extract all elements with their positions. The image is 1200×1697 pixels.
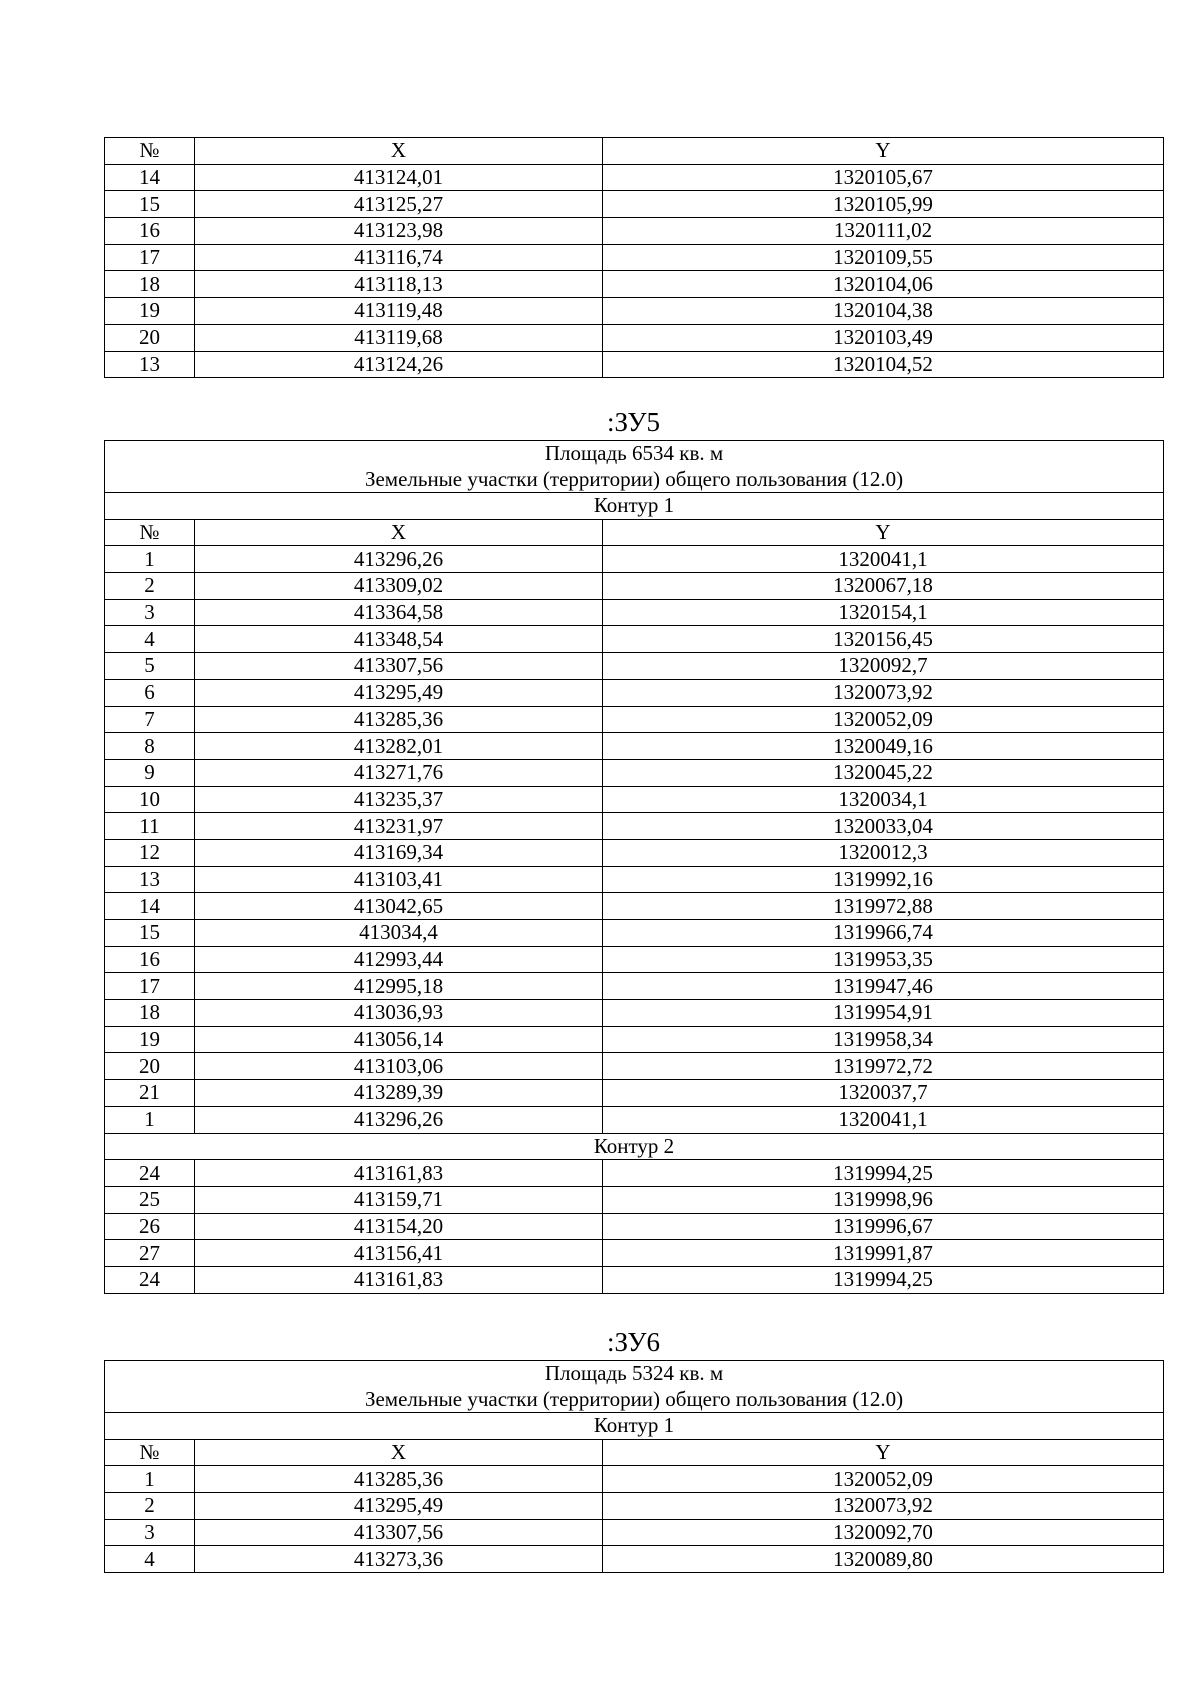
table-row (105, 351, 1164, 378)
y-coordinate-cell: 1320104,06 (603, 271, 1164, 298)
point-number-cell: 2 (105, 1493, 195, 1520)
x-coordinate-cell: 413124,26 (195, 351, 603, 378)
table-header-row (105, 1439, 1164, 1466)
zu5-contour2-label: Контур 2 (105, 1133, 1164, 1160)
table-row (105, 1266, 1164, 1293)
point-number-cell: 3 (105, 599, 195, 626)
header-num: № (105, 1439, 195, 1466)
table-row (105, 866, 1164, 893)
x-coordinate-cell: 413295,49 (195, 1493, 603, 1520)
point-number-cell: 24 (105, 1266, 195, 1293)
point-number-cell: 19 (105, 1026, 195, 1053)
y-coordinate-cell: 1320089,80 (603, 1546, 1164, 1573)
zu6-purpose: Земельные участки (территории) общего пользования (12.0) (364, 1386, 904, 1411)
y-coordinate-cell: 1320041,1 (603, 1106, 1164, 1133)
point-number-cell: 12 (105, 839, 195, 866)
x-coordinate-cell: 413161,83 (195, 1160, 603, 1187)
point-number-cell: 5 (105, 653, 195, 680)
table-row (105, 546, 1164, 573)
x-coordinate-cell: 413118,13 (195, 271, 603, 298)
table-row (105, 1000, 1164, 1027)
y-coordinate-cell: 1319966,74 (603, 920, 1164, 947)
x-coordinate-cell: 413034,4 (195, 920, 603, 947)
header-y: Y (603, 1439, 1164, 1466)
point-number-cell: 11 (105, 813, 195, 840)
table-row (105, 1053, 1164, 1080)
y-coordinate-cell: 1320037,7 (603, 1080, 1164, 1107)
x-coordinate-cell: 413271,76 (195, 759, 603, 786)
y-coordinate-cell: 1320073,92 (603, 1493, 1164, 1520)
zu5-info-row (105, 441, 1164, 493)
zu5-area: Площадь 6534 кв. м (544, 441, 724, 465)
y-coordinate-cell: 1320041,1 (603, 546, 1164, 573)
table-row (105, 1213, 1164, 1240)
point-number-cell: 17 (105, 973, 195, 1000)
x-coordinate-cell: 413348,54 (195, 626, 603, 653)
y-coordinate-cell: 1319954,91 (603, 1000, 1164, 1027)
table-row (105, 1240, 1164, 1267)
table-row (105, 218, 1164, 245)
table-row (105, 813, 1164, 840)
table-row (105, 1186, 1164, 1213)
table-row (105, 626, 1164, 653)
table-row (105, 920, 1164, 947)
table-row (105, 1466, 1164, 1493)
header-num: № (105, 138, 195, 165)
y-coordinate-cell: 1320012,3 (603, 839, 1164, 866)
x-coordinate-cell: 413307,56 (195, 1519, 603, 1546)
table-row (105, 1160, 1164, 1187)
y-coordinate-cell: 1320073,92 (603, 679, 1164, 706)
point-number-cell: 26 (105, 1213, 195, 1240)
x-coordinate-cell: 413119,48 (195, 298, 603, 325)
header-x: X (195, 138, 603, 165)
table-row (105, 599, 1164, 626)
y-coordinate-cell: 1320104,38 (603, 298, 1164, 325)
point-number-cell: 1 (105, 1466, 195, 1493)
x-coordinate-cell: 413364,58 (195, 599, 603, 626)
point-number-cell: 13 (105, 351, 195, 378)
y-coordinate-cell: 1320033,04 (603, 813, 1164, 840)
point-number-cell: 18 (105, 1000, 195, 1027)
point-number-cell: 20 (105, 1053, 195, 1080)
y-coordinate-cell: 1320092,7 (603, 653, 1164, 680)
x-coordinate-cell: 413159,71 (195, 1186, 603, 1213)
x-coordinate-cell: 413161,83 (195, 1266, 603, 1293)
table-row (105, 1519, 1164, 1546)
continuation-table-body (105, 138, 1164, 378)
zu6-coordinates-table (104, 1360, 1164, 1573)
x-coordinate-cell: 413296,26 (195, 1106, 603, 1133)
section-title-zu6: :ЗУ6 (607, 1327, 660, 1357)
x-coordinate-cell: 413296,26 (195, 546, 603, 573)
x-coordinate-cell: 413285,36 (195, 706, 603, 733)
x-coordinate-cell: 413036,93 (195, 1000, 603, 1027)
table-row (105, 1026, 1164, 1053)
zu6-table-body (105, 1361, 1164, 1573)
x-coordinate-cell: 413124,01 (195, 164, 603, 191)
table-row (105, 946, 1164, 973)
y-coordinate-cell: 1320111,02 (603, 218, 1164, 245)
table-row (105, 679, 1164, 706)
point-number-cell: 24 (105, 1160, 195, 1187)
point-number-cell: 8 (105, 733, 195, 760)
x-coordinate-cell: 413056,14 (195, 1026, 603, 1053)
x-coordinate-cell: 413231,97 (195, 813, 603, 840)
x-coordinate-cell: 413235,37 (195, 786, 603, 813)
y-coordinate-cell: 1319958,34 (603, 1026, 1164, 1053)
zu6-info-cell (105, 1361, 1164, 1413)
y-coordinate-cell: 1319998,96 (603, 1186, 1164, 1213)
section-title-zu5: :ЗУ5 (607, 407, 660, 437)
x-coordinate-cell: 413103,06 (195, 1053, 603, 1080)
table-row (105, 706, 1164, 733)
point-number-cell: 25 (105, 1186, 195, 1213)
table-row (105, 1546, 1164, 1573)
table-row (105, 573, 1164, 600)
y-coordinate-cell: 1319972,88 (603, 893, 1164, 920)
point-number-cell: 17 (105, 244, 195, 271)
y-coordinate-cell: 1319947,46 (603, 973, 1164, 1000)
point-number-cell: 27 (105, 1240, 195, 1267)
x-coordinate-cell: 413273,36 (195, 1546, 603, 1573)
y-coordinate-cell: 1319991,87 (603, 1240, 1164, 1267)
y-coordinate-cell: 1320104,52 (603, 351, 1164, 378)
zu5-table-body (105, 441, 1164, 1294)
y-coordinate-cell: 1320105,67 (603, 164, 1164, 191)
x-coordinate-cell: 413282,01 (195, 733, 603, 760)
y-coordinate-cell: 1320052,09 (603, 706, 1164, 733)
y-coordinate-cell: 1319972,72 (603, 1053, 1164, 1080)
y-coordinate-cell: 1320105,99 (603, 191, 1164, 218)
table-row (105, 298, 1164, 325)
continuation-coordinates-table (104, 137, 1164, 378)
y-coordinate-cell: 1319994,25 (603, 1266, 1164, 1293)
x-coordinate-cell: 413123,98 (195, 218, 603, 245)
point-number-cell: 18 (105, 271, 195, 298)
point-number-cell: 6 (105, 679, 195, 706)
y-coordinate-cell: 1320154,1 (603, 599, 1164, 626)
x-coordinate-cell: 412993,44 (195, 946, 603, 973)
header-y: Y (603, 138, 1164, 165)
table-row (105, 1080, 1164, 1107)
x-coordinate-cell: 413285,36 (195, 1466, 603, 1493)
point-number-cell: 4 (105, 1546, 195, 1573)
x-coordinate-cell: 413119,68 (195, 324, 603, 351)
zu5-contour2-row (105, 1133, 1164, 1160)
point-number-cell: 14 (105, 893, 195, 920)
header-x: X (195, 519, 603, 546)
table-row (105, 271, 1164, 298)
y-coordinate-cell: 1320034,1 (603, 786, 1164, 813)
x-coordinate-cell: 413154,20 (195, 1213, 603, 1240)
y-coordinate-cell: 1319992,16 (603, 866, 1164, 893)
header-num: № (105, 519, 195, 546)
table-row (105, 893, 1164, 920)
point-number-cell: 15 (105, 920, 195, 947)
table-row (105, 324, 1164, 351)
point-number-cell: 9 (105, 759, 195, 786)
point-number-cell: 10 (105, 786, 195, 813)
y-coordinate-cell: 1320092,70 (603, 1519, 1164, 1546)
x-coordinate-cell: 413125,27 (195, 191, 603, 218)
header-y: Y (603, 519, 1164, 546)
table-row (105, 973, 1164, 1000)
table-row (105, 759, 1164, 786)
point-number-cell: 16 (105, 218, 195, 245)
point-number-cell: 1 (105, 546, 195, 573)
table-header-row (105, 519, 1164, 546)
point-number-cell: 1 (105, 1106, 195, 1133)
y-coordinate-cell: 1320052,09 (603, 1466, 1164, 1493)
table-row (105, 1106, 1164, 1133)
zu5-contour1-row (105, 493, 1164, 520)
x-coordinate-cell: 413116,74 (195, 244, 603, 271)
y-coordinate-cell: 1320049,16 (603, 733, 1164, 760)
table-row (105, 244, 1164, 271)
y-coordinate-cell: 1320109,55 (603, 244, 1164, 271)
table-row (105, 786, 1164, 813)
point-number-cell: 13 (105, 866, 195, 893)
x-coordinate-cell: 413289,39 (195, 1080, 603, 1107)
point-number-cell: 7 (105, 706, 195, 733)
x-coordinate-cell: 413295,49 (195, 679, 603, 706)
table-row (105, 1493, 1164, 1520)
zu6-contour1-row (105, 1413, 1164, 1440)
table-header-row (105, 138, 1164, 165)
point-number-cell: 2 (105, 573, 195, 600)
y-coordinate-cell: 1320045,22 (603, 759, 1164, 786)
y-coordinate-cell: 1320103,49 (603, 324, 1164, 351)
x-coordinate-cell: 413307,56 (195, 653, 603, 680)
point-number-cell: 15 (105, 191, 195, 218)
table-row (105, 191, 1164, 218)
zu6-area: Площадь 5324 кв. м (544, 1361, 724, 1385)
zu5-contour1-label: Контур 1 (105, 493, 1164, 520)
point-number-cell: 4 (105, 626, 195, 653)
y-coordinate-cell: 1319996,67 (603, 1213, 1164, 1240)
x-coordinate-cell: 413169,34 (195, 839, 603, 866)
x-coordinate-cell: 413042,65 (195, 893, 603, 920)
x-coordinate-cell: 412995,18 (195, 973, 603, 1000)
zu6-contour1-label: Контур 1 (105, 1413, 1164, 1440)
y-coordinate-cell: 1320067,18 (603, 573, 1164, 600)
point-number-cell: 3 (105, 1519, 195, 1546)
table-row (105, 733, 1164, 760)
point-number-cell: 14 (105, 164, 195, 191)
header-x: X (195, 1439, 603, 1466)
zu5-info-cell (105, 441, 1164, 493)
x-coordinate-cell: 413156,41 (195, 1240, 603, 1267)
zu5-coordinates-table (104, 440, 1164, 1294)
table-row (105, 164, 1164, 191)
point-number-cell: 20 (105, 324, 195, 351)
y-coordinate-cell: 1320156,45 (603, 626, 1164, 653)
point-number-cell: 19 (105, 298, 195, 325)
zu5-purpose: Земельные участки (территории) общего пользования (12.0) (364, 466, 904, 491)
table-row (105, 839, 1164, 866)
point-number-cell: 16 (105, 946, 195, 973)
point-number-cell: 21 (105, 1080, 195, 1107)
table-row (105, 653, 1164, 680)
y-coordinate-cell: 1319953,35 (603, 946, 1164, 973)
x-coordinate-cell: 413309,02 (195, 573, 603, 600)
zu6-info-row (105, 1361, 1164, 1413)
y-coordinate-cell: 1319994,25 (603, 1160, 1164, 1187)
x-coordinate-cell: 413103,41 (195, 866, 603, 893)
